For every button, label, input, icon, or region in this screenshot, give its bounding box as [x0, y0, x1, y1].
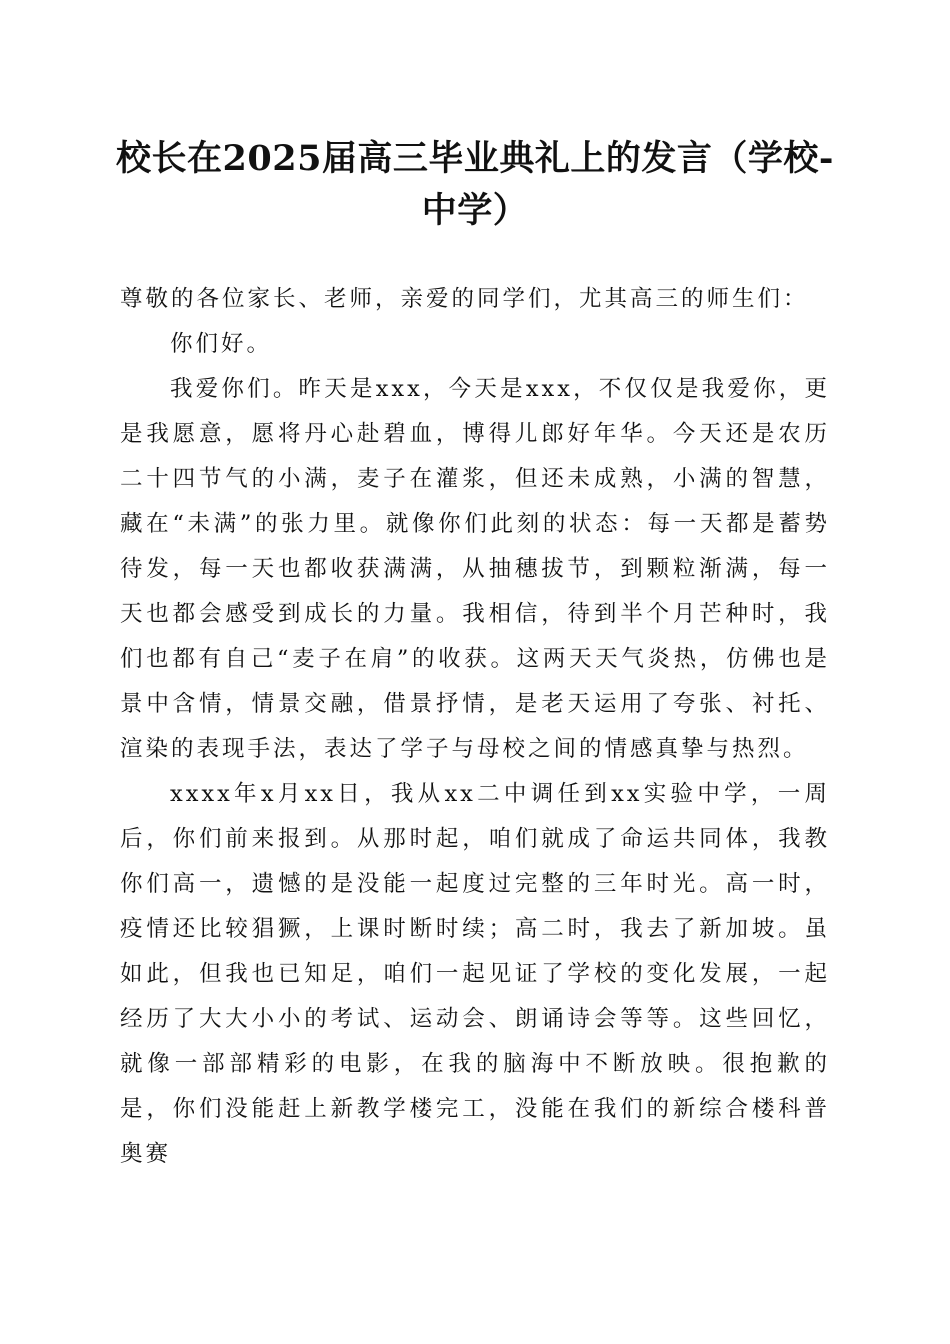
paragraph-history: xxxx年x月xx日，我从xx二中调任到xx实验中学，一周后，你们前来报到。从那时起，咱们就成了命运共同体，我教你们高一，遗憾的是没能一起度过完整的三年时光。高一时，疫情还比较猖獗，上课时断时续；高二时，我去了新加坡。虽如此，但我也已知足，咱们一起见证了学校的变化发展，一起经历了大大小小的考试、运动会、朗诵诗会等等。这些回忆，就像一部部精彩的电影，在我的脑海中不断放映。很抱歉的是，你们没能赶上新教学楼完工，没能在我们的新综合楼科普奥赛 — [120, 781, 830, 1167]
salutation: 尊敬的各位家长、老师，亲爱的同学们，尤其高三的师生们： — [120, 286, 809, 312]
paragraph-love: 我爱你们。昨天是xxx，今天是xxx，不仅仅是我爱你，更是我愿意，愿将丹心赴碧血，博得儿郎好年华。今天还是农历二十四节气的小满，麦子在灌浆，但还未成熟，小满的智慧，藏在“未满”的张力里。就像你们此刻的状态：每一天都是蓄势待发，每一天也都收获满满，从抽穗拔节，到颗粒渐满，每一天也都会感受到成长的力量。我相信，待到半个月芒种时，我们也都有自己“麦子在肩”的收获。这两天天气炎热，仿佛也是景中含情，情景交融，借景抒情，是老天运用了夸张、衬托、渲染的表现手法，表达了学子与母校之间的情感真挚与热烈。 — [120, 376, 830, 762]
document-title: 校长在2025届高三毕业典礼上的发言（学校-中学） — [116, 138, 834, 231]
document-body — [120, 277, 830, 1177]
paragraph-greeting: 你们好。 — [170, 331, 273, 357]
